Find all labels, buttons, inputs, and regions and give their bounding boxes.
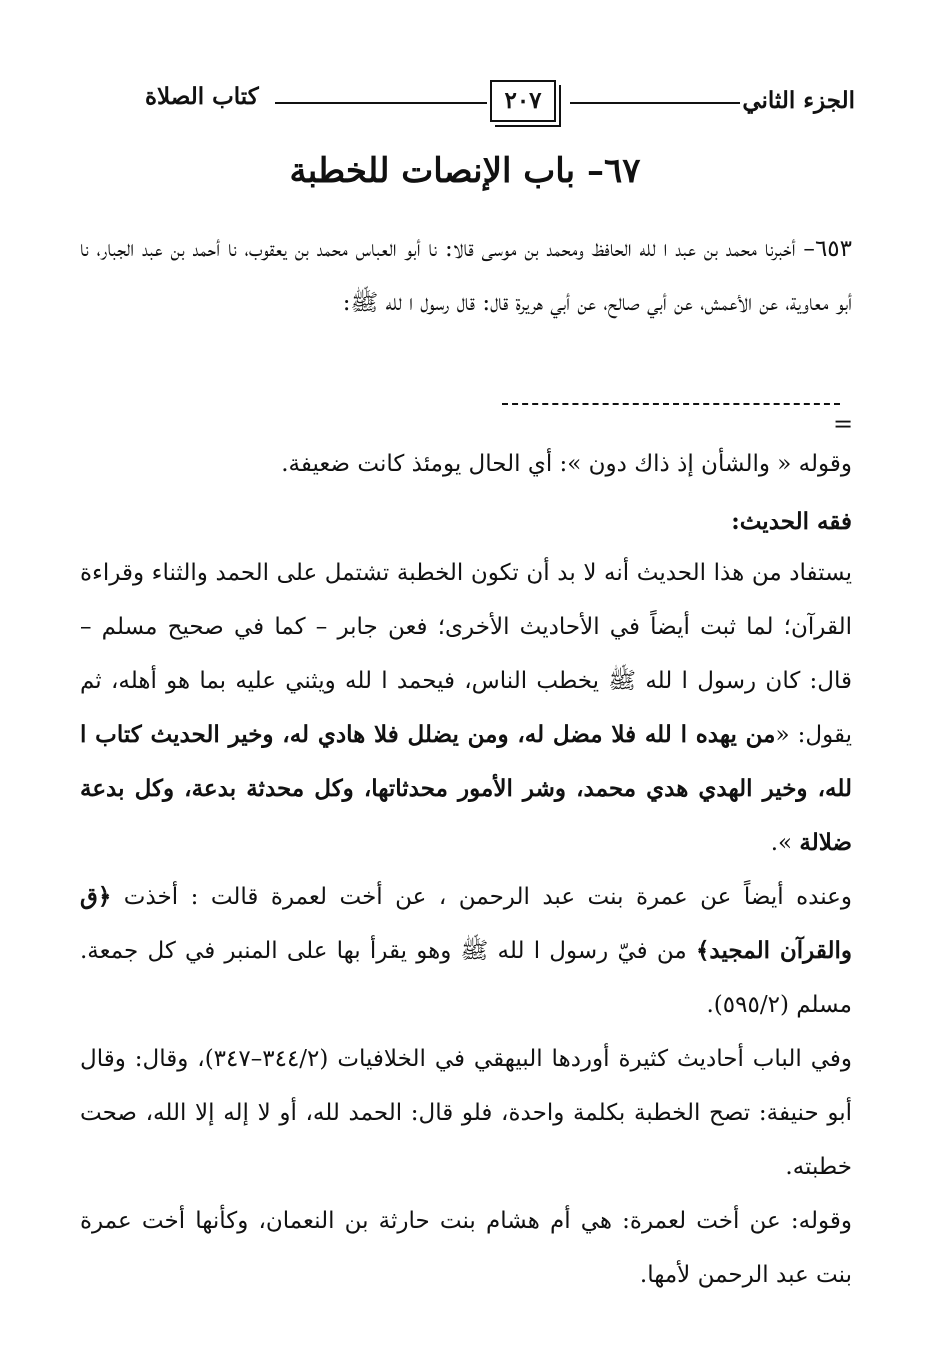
hadith-text-block [80, 222, 852, 330]
fiqh-paragraph-2 [80, 870, 852, 1032]
chapter-title: ٦٧– باب الإنصات للخطبة [289, 151, 641, 191]
page-number-text: ٢٠٧ [504, 87, 542, 114]
book-label: كتاب الصلاة [145, 83, 259, 110]
fiqh-paragraph-4: وقوله: عن أخت لعمرة: هي أم هشام بنت حارثة بن النعمان، وكأنها أخت عمرة بنت عبد الرحمن لأمها. [80, 1208, 852, 1288]
fiqh-p2-end: من فيّ رسول ا لله ﷺ وهو يقرأ بها على المنبر في كل جمعة. مسلم (٥٩٥/٢). [80, 938, 852, 1018]
fiqh-p1-intro: يستفاد من هذا الحديث أنه لا بد أن تكون الخطبة تشتمل على الحمد والثناء وقراءة القرآن؛ لما ثبت أيضاً في الأحاديث الأخرى؛ فعن جابر – كما في صحيح مسلم – قال: كان رسول ا لله ﷺ يخطب الناس، فيحمد ا لله ويثني عليه بما هو أهله، ثم يقول: « [80, 560, 852, 748]
page-number [490, 80, 556, 122]
continuation-mark: = [833, 410, 854, 438]
fiqh-text-block [80, 546, 852, 1302]
hadith-paragraph: ٦٥٣– أخبرنا محمد بن عبد ا لله الحافظ ومحمد بن موسى قالا: نا أبو العباس محمد بن يعقوب، نا أحمد بن عبد الجبار، نا أبو معاوية، عن الأعمش، عن أبي صالح، عن أبي هريرة قال: قال رسول ا لله ﷺ: [80, 236, 852, 316]
volume-label: الجزء الثاني [742, 87, 855, 114]
explanation-line: وقوله « والشأن إذ ذاك دون »: أي الحال يومئذ كانت ضعيفة. [281, 451, 852, 477]
fiqh-paragraph-1 [80, 546, 852, 870]
footnote-separator [502, 403, 840, 405]
hadith-quote-bold: من يهده ا لله فلا مضل له، ومن يضلل فلا هادي له، وخير الحديث كتاب ا لله، وخير الهدي هدي محمد، وشر الأمور محدثاتها، وكل محدثة بدعة، وكل بدعة ضلالة [80, 721, 852, 856]
fiqh-heading: فقه الحديث: [731, 508, 852, 535]
header-rule-left [275, 102, 487, 104]
header-rule-right [570, 102, 740, 104]
running-header [145, 76, 855, 126]
fiqh-paragraph-3: وفي الباب أحاديث كثيرة أوردها البيهقي في الخلافيات (٣٤٤/٢–٣٤٧)، وقال: وقال أبو حنيفة: تصح الخطبة بكلمة واحدة، فلو قال: الحمد لله، أو لا إله إلا الله، صحت خطبته. [80, 1046, 852, 1180]
fiqh-p1-end: ». [770, 830, 800, 856]
quran-reference-bold: ﴿ق والقرآن المجيد﴾ [80, 883, 852, 964]
fiqh-p2-intro: وعنده أيضاً عن عمرة بنت عبد الرحمن ، عن أخت لعمرة قالت : أخذت [111, 884, 852, 910]
